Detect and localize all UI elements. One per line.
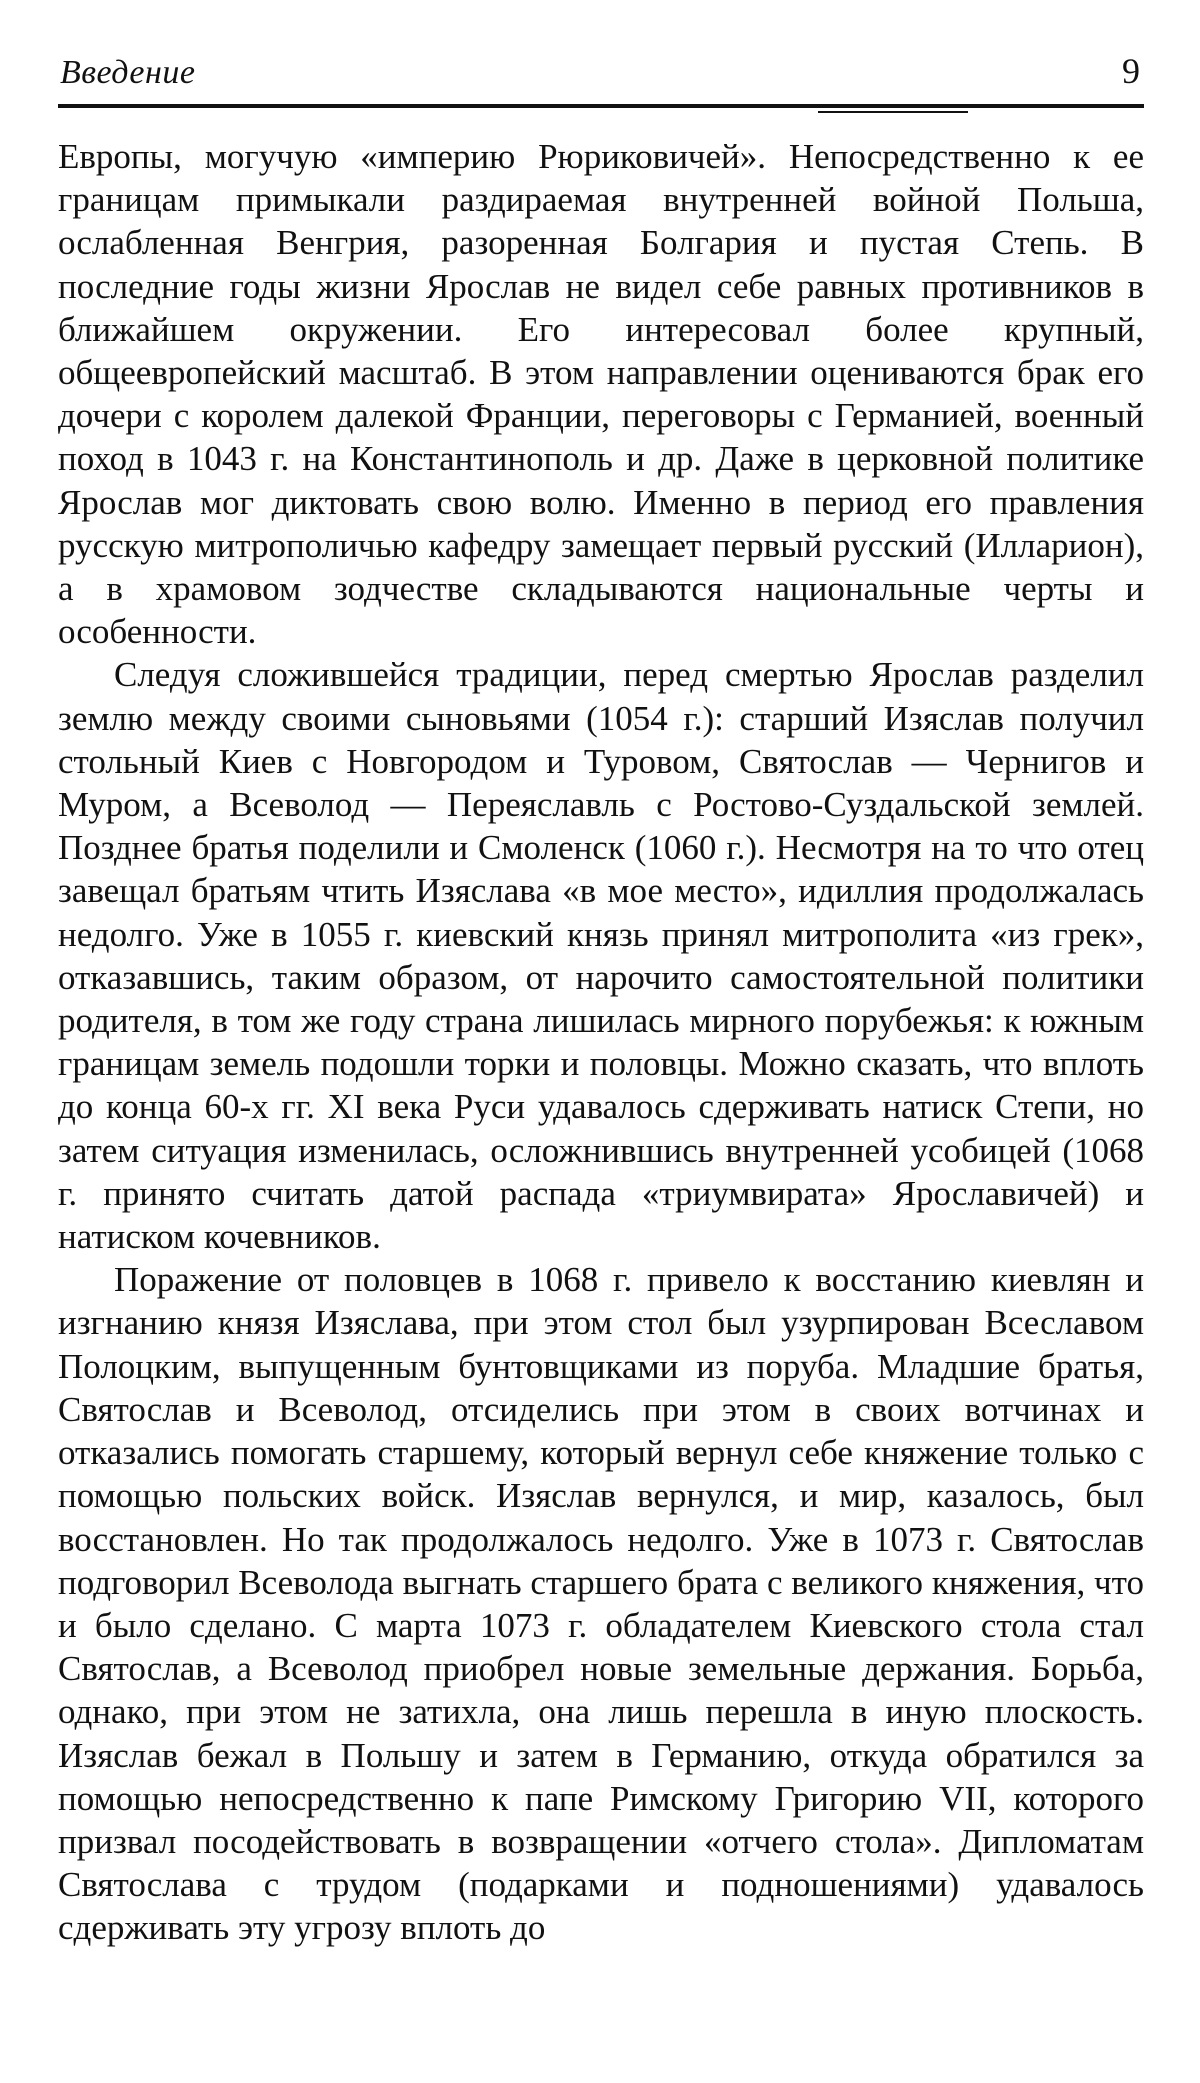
paragraph-continued: Европы, могучую «империю Рюриковичей». Непосредственно к ее границам примыкали раздираемая внутренней войной Польша, ослабленная Венгрия, разоренная Болгария и пустая Степь. В последние годы жизни Ярослав не видел себе равных противников в ближайшем окружении. Его интересовал более крупный, общеевропейский масштаб. В этом направлении оцениваются брак его дочери с королем далекой Франции, переговоры с Германией, военный поход в 1043 г. на Константинополь и др. Даже в церковной политике Ярослав мог диктовать свою волю. Именно в период его правления русскую митрополичью кафедру замещает первый русский (Илларион), а в храмовом зодчестве складываются национальные черты и особенности. <box>58 137 1144 652</box>
header-rule <box>58 104 1144 108</box>
page-number: 9 <box>1122 51 1140 91</box>
section-title: Введение <box>60 54 196 91</box>
running-head <box>58 48 1144 98</box>
header-rule-accent <box>818 111 968 113</box>
book-page <box>58 48 1144 1950</box>
paragraph: Поражение от половцев в 1068 г. привело к восстанию киевлян и изгнанию князя Изяслава, при этом стол был узурпирован Всеславом Полоцким, выпущенным бунтовщиками из поруба. Младшие братья, Святослав и Всеволод, отсиделись при этом в своих вотчинах и отказались помогать старшему, который вернул себе княжение только с помощью польских войск. Изяслав вернулся, и мир, казалось, был восстановлен. Но так продолжалось недолго. Уже в 1073 г. Святослав подговорил Всеволода выгнать старшего брата с великого княжения, что и было сделано. С марта 1073 г. обладателем Киевского стола стал Святослав, а Всеволод приобрел новые земельные держания. Борьба, однако, при этом не затихла, она лишь перешла в иную плоскость. Изяслав бежал в Польшу и затем в Германию, откуда обратился за помощью непосредственно к папе Римскому Григорию VII, которого призвал посодействовать в возвращении «отчего стола». Дипломатам Святослава с трудом (подарками и подношениями) удавалось сдерживать эту угрозу вплоть до <box>58 1260 1144 1948</box>
paragraph: Следуя сложившейся традиции, перед смертью Ярослав разделил землю между своими сыновьями (1054 г.): старший Изяслав получил стольный Киев с Новгородом и Туровом, Святослав — Чернигов и Муром, а Всеволод — Переяславль с Ростово-Суздальской землей. Позднее братья поделили и Смоленск (1060 г.). Несмотря на то что отец завещал братьям чтить Изяслава «в мое место», идиллия продолжалась недолго. Уже в 1055 г. киевский князь принял митрополита «из грек», отказавшись, таким образом, от нарочито самостоятельной политики родителя, в том же году страна лишилась мирного порубежья: к южным границам земель подошли торки и половцы. Можно сказать, что вплоть до конца 60-х гг. XI века Руси удавалось сдерживать натиск Степи, но затем ситуация изменилась, осложнившись внутренней усобицей (1068 г. принято считать датой распада «триумвирата» Ярославичей) и натиском кочевников. <box>58 655 1144 1257</box>
body-text <box>58 135 1144 1950</box>
